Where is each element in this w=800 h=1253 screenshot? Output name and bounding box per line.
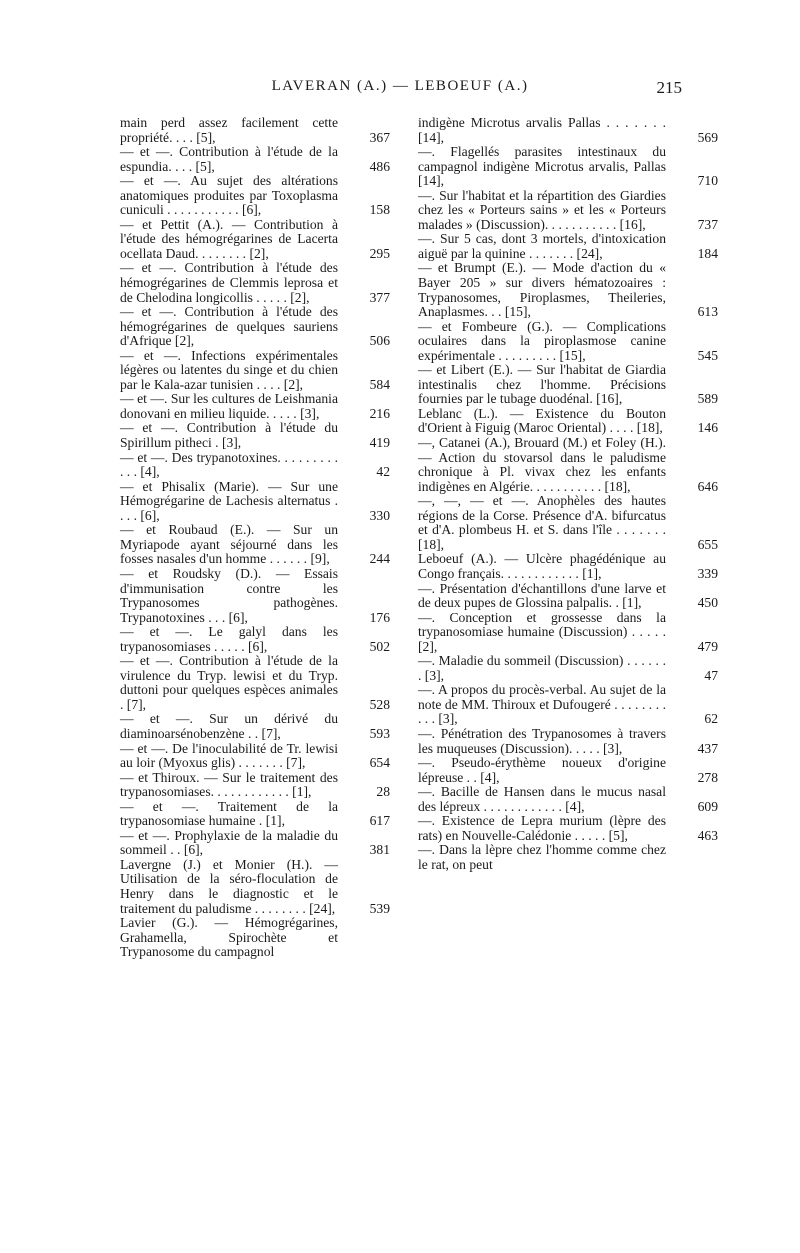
entry-page-number: 381 [369, 842, 390, 858]
index-entry [120, 218, 390, 262]
index-entry [120, 567, 390, 625]
entry-page-number: 295 [369, 245, 390, 261]
index-entry [120, 116, 390, 145]
index-entry [418, 552, 718, 581]
entry-page-number: 339 [697, 565, 718, 581]
entry-page-number: 437 [697, 740, 718, 756]
entry-text: — et Roubaud (E.). — Sur un Myriapode ayant séjourné dans les fosses nasales d'un homme . . . . . . [9], [120, 522, 338, 567]
entry-page-number: 216 [369, 405, 390, 421]
entry-page-number: 28 [376, 784, 390, 800]
index-entry [120, 305, 390, 349]
entry-page-number: 146 [697, 420, 718, 436]
index-entry [120, 712, 390, 741]
index-entry [418, 145, 718, 189]
index-entry [418, 843, 718, 872]
right-column [418, 116, 718, 872]
entry-page-number: 419 [369, 435, 390, 451]
index-entry [120, 654, 390, 712]
entry-text: — et —. Prophylaxie de la maladie du sommeil . . [6], [120, 827, 338, 858]
entry-text: — et —. Sur les cultures de Leishmania donovani en milieu liquide. . . . . [3], [120, 391, 338, 421]
entry-text: —. Sur 5 cas, dont 3 mortels, d'intoxication aiguë par la quinine . . . . . . . [24], [418, 231, 666, 261]
entry-page-number: 528 [369, 696, 390, 712]
index-entry [418, 727, 718, 756]
index-entry [418, 582, 718, 611]
entry-text: —. Pénétration des Trypanosomes à travers les muqueuses (Discussion). . . . . [3], [418, 725, 666, 756]
entry-text: — et —. Traitement de la trypanosomiase humaine . [1], [120, 798, 338, 829]
index-entry [120, 145, 390, 174]
entry-page-number: 655 [697, 536, 718, 552]
entry-text: —. Existence de Lepra murium (lèpre des rats) en Nouvelle-Calédonie . . . . . [5], [418, 813, 666, 843]
index-entry [418, 320, 718, 364]
running-head: LAVERAN (A.) — LEBOEUF (A.) [271, 78, 529, 94]
entry-text: —. Dans la lèpre chez l'homme comme chez le rat, on peut [418, 842, 666, 872]
index-entry [418, 683, 718, 727]
entry-text: — et —. Contribution à l'étude des hémogrégarines de Clemmis leprosa et de Chelodina longicollis . . . . . [2], [120, 260, 338, 305]
entry-page-number: 502 [369, 638, 390, 654]
entry-page-number: 617 [369, 813, 390, 829]
index-entry [120, 261, 390, 305]
entry-page-number: 539 [369, 900, 390, 916]
index-entry [120, 916, 390, 960]
index-entry [418, 494, 718, 552]
entry-page-number: 486 [369, 158, 390, 174]
entry-text: — et Libert (E.). — Sur l'habitat de Giardia intestinalis chez l'homme. Précisions fournies par le tubage duodénal. [16], [418, 362, 666, 407]
entry-text: —. Flagellés parasites intestinaux du campagnol indigène Microtus arvalis, Pallas [14], [418, 144, 666, 189]
entry-page-number: 62 [704, 711, 718, 727]
entry-page-number: 463 [697, 827, 718, 843]
entry-text: main perd assez facilement cette propriété. . . . [5], [120, 115, 338, 145]
index-entry [418, 116, 718, 145]
entry-text: — et —. De l'inoculabilité de Tr. lewisi au loir (Myoxus glis) . . . . . . . [7], [120, 740, 338, 771]
entry-text: —. Présentation d'échantillons d'une larve et de deux pupes de Glossina palpalis. . [1], [418, 580, 666, 611]
entry-page-number: 42 [376, 464, 390, 480]
index-entry [120, 771, 390, 800]
index-entry [418, 232, 718, 261]
index-entry [120, 392, 390, 421]
entry-page-number: 646 [697, 478, 718, 494]
entry-text: —, Catanei (A.), Brouard (M.) et Foley (H.). — Action du stovarsol dans le paludisme chronique à Pl. vivax chez les enfants indigènes en Algérie. . . . . . . . . . . [18], [418, 435, 666, 494]
index-entry [120, 829, 390, 858]
entry-page-number: 158 [369, 202, 390, 218]
entry-text: —. Pseudo-érythème noueux d'origine lépreuse . . [4], [418, 755, 666, 785]
left-column [120, 116, 390, 960]
entry-text: — et —. Au sujet des altérations anatomiques produites par Toxoplasma cuniculi . . . . . . . . . . . [6], [120, 173, 338, 218]
entry-page-number: 244 [369, 551, 390, 567]
entry-page-number: 367 [369, 129, 390, 145]
entry-text: — et Brumpt (E.). — Mode d'action du « Bayer 205 » sur divers hématozoaires : Trypanosomes, Piroplasmes, Theileries, Anaplasmes. . . [15], [418, 260, 666, 320]
entry-page-number: 589 [697, 391, 718, 407]
index-entry [120, 480, 390, 524]
entry-text: — et —. Contribution à l'étude du Spirillum pitheci . [3], [120, 420, 338, 451]
entry-text: indigène Microtus arvalis Pallas . . . . . . . [14], [418, 115, 666, 145]
index-entry [418, 654, 718, 683]
entry-page-number: 613 [697, 304, 718, 320]
entry-text: — et —. Contribution à l'étude des hémogrégarines de quelques sauriens d'Afrique [2], [120, 304, 338, 349]
index-entry [418, 407, 718, 436]
entry-page-number: 176 [369, 609, 390, 625]
index-entry [418, 189, 718, 233]
page-number: 215 [656, 78, 682, 97]
index-entry [418, 436, 718, 494]
index-entry [120, 421, 390, 450]
index-entry [418, 785, 718, 814]
page-header [0, 78, 800, 102]
entry-text: —. A propos du procès-verbal. Au sujet de la note de MM. Thiroux et Dufougeré . . . . . . . . . . . [3], [418, 682, 666, 727]
entry-text: — et Fombeure (G.). — Complications oculaires dans la piroplasmose canine expérimentale . . . . . . . . . [15], [418, 318, 666, 363]
entry-page-number: 609 [697, 798, 718, 814]
entry-text: — et —. Sur un dérivé du diaminoarsénobenzène . . [7], [120, 711, 338, 741]
entry-page-number: 654 [369, 755, 390, 771]
entry-text: —. Conception et grossesse dans la trypanosomiase humaine (Discussion) . . . . . [2], [418, 609, 666, 654]
entry-text: —, —, — et —. Anophèles des hautes régions de la Corse. Présence d'A. bifurcatus et d'A. plombeus H. et S. dans l'île . . . . . . . [18], [418, 493, 666, 552]
entry-page-number: 47 [704, 667, 718, 683]
entry-text: — et —. Infections expérimentales légères ou latentes du singe et du chien par le Kala-azar tunisien . . . . [2], [120, 347, 338, 392]
entry-page-number: 506 [369, 333, 390, 349]
entry-page-number: 584 [369, 376, 390, 392]
entry-page-number: 479 [697, 638, 718, 654]
entry-text: — et Pettit (A.). — Contribution à l'étude des hémogrégarines de Lacerta ocellata Daud. . . . . . . . [2], [120, 216, 338, 261]
entry-text: Lavergne (J.) et Monier (H.). — Utilisation de la séro-floculation de Henry dans le diagnostic et le traitement du paludisme . . . . . . . . [24], [120, 856, 338, 916]
entry-page-number: 330 [369, 507, 390, 523]
index-entry [418, 756, 718, 785]
entry-text: —. Bacille de Hansen dans le mucus nasal des lépreux . . . . . . . . . . . . [4], [418, 784, 666, 814]
index-entry [120, 742, 390, 771]
index-entry [120, 174, 390, 218]
index-entry [120, 349, 390, 393]
entry-text: —. Sur l'habitat et la répartition des Giardies chez les « Porteurs sains » et les « Porteurs malades » (Discussion). . . . . . . . . . . [16], [418, 187, 666, 232]
entry-text: — et —. Contribution à l'étude de la virulence du Tryp. lewisi et du Tryp. duttoni pour quelques espèces animales . [7], [120, 653, 338, 712]
entry-text: — et —. Des trypanotoxines. . . . . . . . . . . . [4], [120, 449, 338, 480]
entry-page-number: 377 [369, 289, 390, 305]
entry-page-number: 593 [369, 725, 390, 741]
entry-text: — et Roudsky (D.). — Essais d'immunisation contre les Trypanosomes pathogènes. Trypanotoxines . . . [6], [120, 565, 338, 625]
entry-text: — et —. Le galyl dans les trypanosomiases . . . . . [6], [120, 624, 338, 654]
entry-text: —. Maladie du sommeil (Discussion) . . . . . . . [3], [418, 653, 666, 683]
entry-page-number: 278 [697, 769, 718, 785]
index-entry [418, 814, 718, 843]
entry-text: Lavier (G.). — Hémogrégarines, Grahamella, Spirochète et Trypanosome du campagnol [120, 915, 338, 960]
entry-text: — et Phisalix (Marie). — Sur une Hémogrégarine de Lachesis alternatus . . . . [6], [120, 478, 338, 523]
entry-page-number: 450 [697, 595, 718, 611]
index-entry [120, 800, 390, 829]
entry-page-number: 569 [697, 129, 718, 145]
index-entry [120, 451, 390, 480]
entry-page-number: 545 [697, 347, 718, 363]
entry-page-number: 184 [697, 245, 718, 261]
entry-page-number: 710 [697, 173, 718, 189]
index-entry [120, 858, 390, 916]
index-entry [418, 261, 718, 319]
index-entry [418, 611, 718, 655]
entry-page-number: 737 [697, 216, 718, 232]
entry-text: Leboeuf (A.). — Ulcère phagédénique au Congo français. . . . . . . . . . . . [1], [418, 551, 666, 581]
index-entry [418, 363, 718, 407]
entry-text: Leblanc (L.). — Existence du Bouton d'Orient à Figuig (Maroc Oriental) . . . . [18], [418, 405, 666, 436]
entry-text: — et Thiroux. — Sur le traitement des trypanosomiases. . . . . . . . . . . . [1], [120, 769, 338, 800]
index-entry [120, 523, 390, 567]
entry-text: — et —. Contribution à l'étude de la espundia. . . . [5], [120, 144, 338, 174]
index-entry [120, 625, 390, 654]
